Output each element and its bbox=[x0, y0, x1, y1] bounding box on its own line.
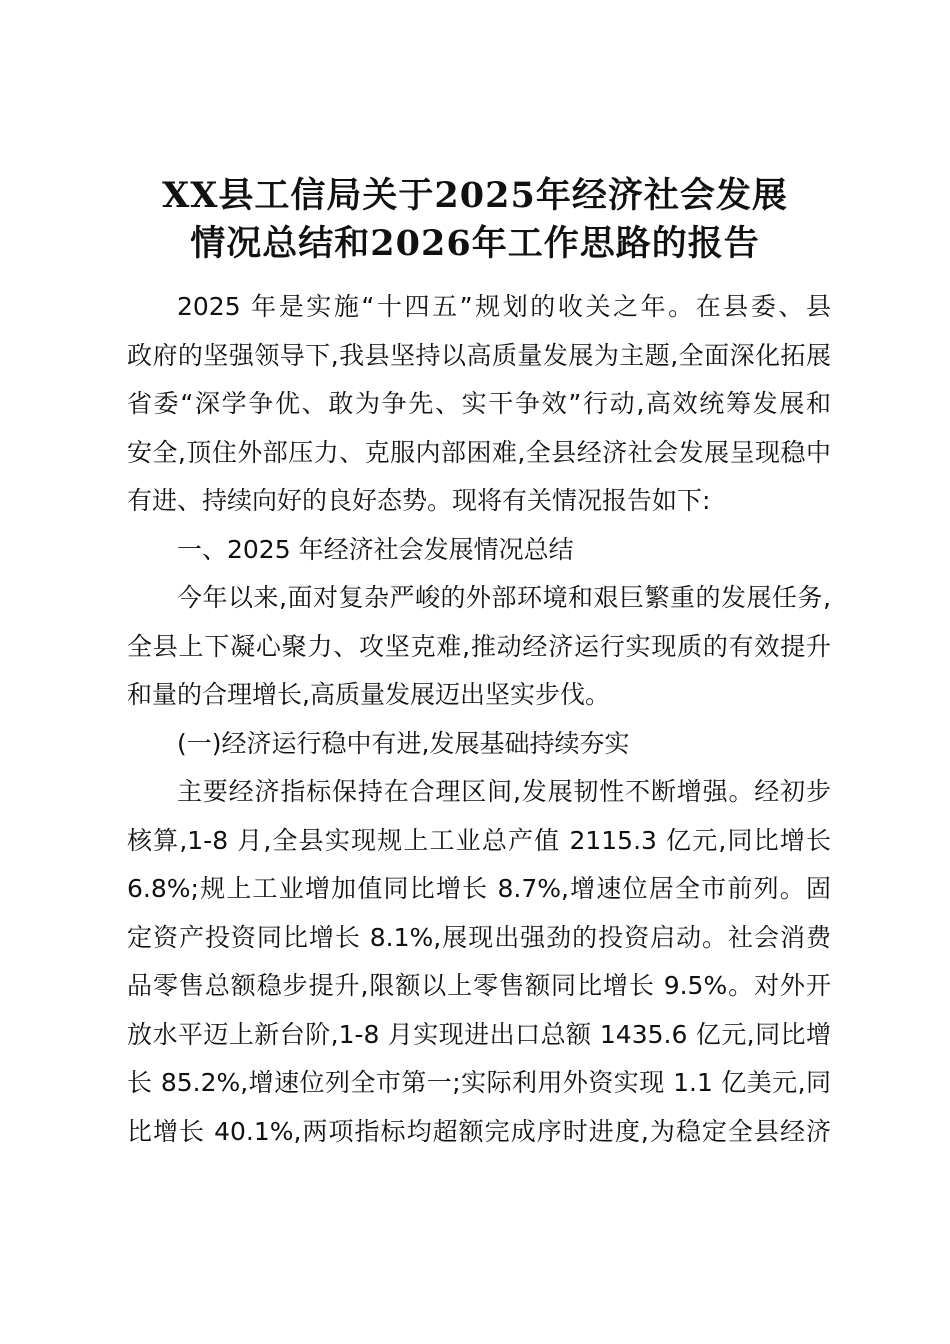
title-line-1: XX县工信局关于2025年经济社会发展 bbox=[162, 175, 788, 216]
document-title bbox=[90, 172, 860, 268]
overview-line-2: 全县上下凝心聚力、攻坚克难,推动经济运行实现质的有效提升 bbox=[127, 631, 831, 661]
economy-line-3: 6.8%;规上工业增加值同比增长 8.7%,增速位居全市前列。固 bbox=[127, 874, 831, 903]
economy-line-2: 核算,1-8 月,全县实现规上工业总产值 2115.3 亿元,同比增长 bbox=[127, 825, 831, 855]
section-heading-1: 一、2025 年经济社会发展情况总结 bbox=[177, 534, 574, 564]
title-line-2: 情况总结和2026年工作思路的报告 bbox=[190, 223, 760, 264]
subsection-heading-1-1: (一)经济运行稳中有进,发展基础持续夯实 bbox=[177, 728, 630, 758]
economy-line-1: 主要经济指标保持在合理区间,发展韧性不断增强。经初步 bbox=[177, 777, 831, 806]
intro-line-5: 有进、持续向好的良好态势。现将有关情况报告如下: bbox=[127, 486, 711, 515]
intro-line-4: 安全,顶住外部压力、克服内部困难,全县经济社会发展呈现稳中 bbox=[127, 437, 831, 467]
economy-line-5: 品零售总额稳步提升,限额以上零售额同比增长 9.5%。对外开 bbox=[127, 971, 831, 1000]
economy-line-4: 定资产投资同比增长 8.1%,展现出强劲的投资启动。社会消费 bbox=[127, 922, 831, 952]
economy-line-8: 比增长 40.1%,两项指标均超额完成序时进度,为稳定全县经济 bbox=[127, 1116, 831, 1146]
overview-line-1: 今年以来,面对复杂严峻的外部环境和艰巨繁重的发展任务, bbox=[177, 583, 831, 612]
intro-line-1: 2025 年是实施“十四五”规划的收关之年。在县委、县 bbox=[177, 292, 831, 321]
intro-line-3: 省委“深学争优、敢为争先、实干争效”行动,高效统筹发展和 bbox=[127, 389, 831, 418]
document-body bbox=[127, 283, 831, 1156]
intro-line-2: 政府的坚强领导下,我县坚持以高质量发展为主题,全面深化拓展 bbox=[127, 340, 831, 370]
economy-line-7: 长 85.2%,增速位列全市第一;实际利用外资实现 1.1 亿美元,同 bbox=[127, 1068, 831, 1097]
overview-line-3: 和量的合理增长,高质量发展迈出坚实步伐。 bbox=[127, 680, 610, 709]
economy-line-6: 放水平迈上新台阶,1-8 月实现进出口总额 1435.6 亿元,同比增 bbox=[127, 1019, 831, 1049]
